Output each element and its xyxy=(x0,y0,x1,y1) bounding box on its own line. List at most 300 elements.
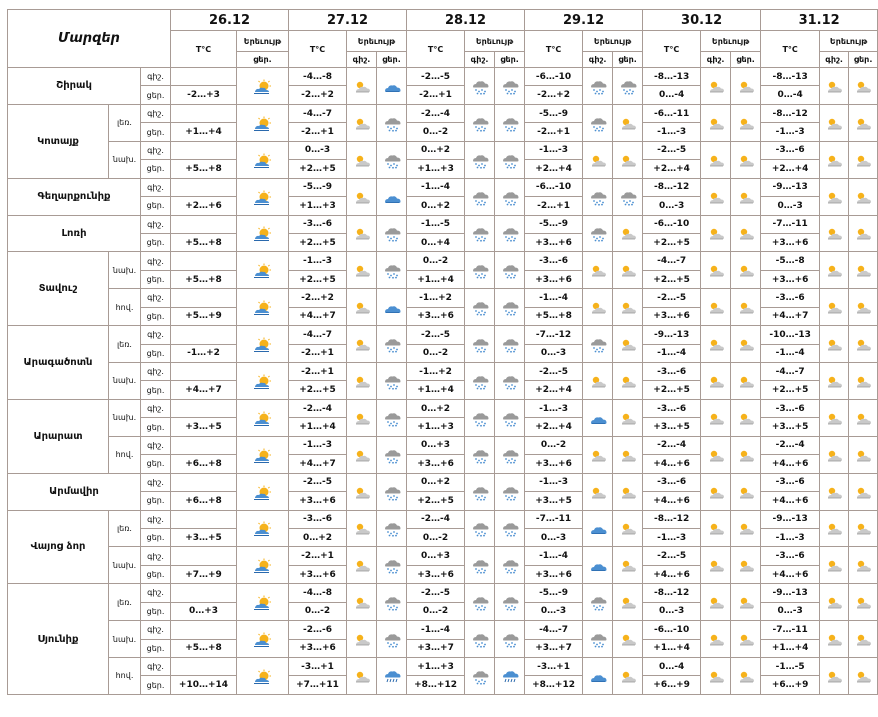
snow-weather-icon xyxy=(469,300,491,316)
snow-weather-icon xyxy=(499,300,521,316)
snow-weather-icon xyxy=(499,558,521,574)
temperature-cell: -4…-7 xyxy=(525,621,583,639)
snow-weather-cell xyxy=(583,104,613,141)
snow-weather-icon xyxy=(587,595,609,611)
partly-weather-icon xyxy=(735,411,757,427)
partly-weather-icon xyxy=(735,226,757,242)
temperature-cell: +3…+6 xyxy=(289,565,347,583)
sun-weather-cell xyxy=(237,547,289,584)
table-row xyxy=(8,510,878,528)
temperature-cell: +3…+6 xyxy=(761,233,820,251)
temperature-cell: +3…+6 xyxy=(407,307,465,325)
partly-weather-icon xyxy=(852,632,874,648)
temperature-cell: 0…-3 xyxy=(289,141,347,159)
temp-header: T°C xyxy=(525,31,583,68)
temperature-cell: 0…-4 xyxy=(643,86,701,104)
partly-weather-cell xyxy=(347,510,377,547)
partly-weather-cell xyxy=(731,104,761,141)
partly-weather-icon xyxy=(852,558,874,574)
partly-weather-cell xyxy=(731,68,761,105)
snow-weather-icon xyxy=(617,79,639,95)
partly-weather-icon xyxy=(617,521,639,537)
temperature-cell: +6…+8 xyxy=(171,455,237,473)
snow-weather-cell xyxy=(495,141,525,178)
temperature-cell: -5…-8 xyxy=(761,252,820,270)
table-row xyxy=(8,104,878,122)
partly-weather-cell xyxy=(701,289,731,326)
temperature-cell: +3…+6 xyxy=(643,307,701,325)
partly-weather-icon xyxy=(735,190,757,206)
weather-header: Երեւույթ xyxy=(347,31,407,52)
partly-weather-cell xyxy=(849,252,878,289)
time-of-day-label: ցեր. xyxy=(141,455,171,473)
snow-weather-cell xyxy=(377,363,407,400)
partly-weather-icon xyxy=(351,226,373,242)
sun-weather-icon xyxy=(252,190,274,206)
partly-weather-cell xyxy=(701,104,731,141)
snow-weather-cell xyxy=(495,215,525,252)
partly-weather-icon xyxy=(617,485,639,501)
temperature-cell: -1…-3 xyxy=(289,436,347,454)
partly-weather-cell xyxy=(701,68,731,105)
temperature-cell: +3…+6 xyxy=(525,270,583,288)
partly-weather-icon xyxy=(617,595,639,611)
partly-weather-icon xyxy=(823,190,845,206)
partly-weather-icon xyxy=(852,153,874,169)
time-of-day-label: ցեր. xyxy=(141,86,171,104)
temperature-cell: -9…-13 xyxy=(761,510,820,528)
partly-weather-icon xyxy=(823,116,845,132)
temperature-cell xyxy=(171,621,237,639)
sun-weather-icon xyxy=(252,448,274,464)
snow-weather-icon xyxy=(499,153,521,169)
sun-weather-icon xyxy=(252,521,274,537)
temperature-cell: +3…+6 xyxy=(525,565,583,583)
partly-weather-icon xyxy=(617,374,639,390)
partly-weather-icon xyxy=(617,411,639,427)
temperature-cell: +2…+6 xyxy=(171,197,237,215)
partly-weather-icon xyxy=(351,411,373,427)
temperature-cell: -1…-4 xyxy=(761,344,820,362)
temperature-cell: -6…-10 xyxy=(643,621,701,639)
partly-weather-icon xyxy=(705,116,727,132)
partly-weather-icon xyxy=(852,116,874,132)
sun-weather-icon xyxy=(252,153,274,169)
partly-weather-cell xyxy=(820,289,849,326)
sun-weather-icon xyxy=(252,558,274,574)
subregion-label: լեռ. xyxy=(109,326,141,363)
partly-weather-cell xyxy=(701,252,731,289)
partly-weather-icon xyxy=(587,263,609,279)
partly-weather-cell xyxy=(583,436,613,473)
sun-weather-icon xyxy=(252,669,274,685)
night-header: գիշ. xyxy=(583,52,613,68)
time-of-day-label: գիշ. xyxy=(141,104,171,122)
partly-weather-cell xyxy=(701,621,731,658)
sun-weather-cell xyxy=(237,658,289,695)
snow-weather-cell xyxy=(377,252,407,289)
temperature-cell: -2…+3 xyxy=(171,86,237,104)
sun-weather-icon xyxy=(252,116,274,132)
temperature-cell: -3…-6 xyxy=(761,289,820,307)
temperature-cell: 0…-2 xyxy=(407,123,465,141)
temperature-cell: -5…-9 xyxy=(525,215,583,233)
table-row xyxy=(8,215,878,233)
snow-weather-cell xyxy=(465,658,495,695)
temperature-cell: +1…+4 xyxy=(289,418,347,436)
partly-weather-cell xyxy=(820,326,849,363)
snow-weather-cell xyxy=(495,289,525,326)
temperature-cell: -2…-4 xyxy=(643,436,701,454)
snow-weather-icon xyxy=(587,337,609,353)
partly-weather-cell xyxy=(701,363,731,400)
subregion-label: հով. xyxy=(109,658,141,695)
partly-weather-cell xyxy=(820,68,849,105)
snow-weather-cell xyxy=(583,584,613,621)
partly-weather-icon xyxy=(823,374,845,390)
snow-weather-icon xyxy=(499,632,521,648)
partly-weather-icon xyxy=(351,263,373,279)
temperature-cell: -8…-12 xyxy=(643,584,701,602)
snow-weather-icon xyxy=(469,448,491,464)
date-header: 28.12 xyxy=(407,10,525,31)
temperature-cell: -2…-4 xyxy=(407,510,465,528)
temperature-cell: +3…+5 xyxy=(761,418,820,436)
temperature-cell: -1…-5 xyxy=(761,658,820,676)
date-header: 26.12 xyxy=(171,10,289,31)
temperature-cell: -2…+1 xyxy=(289,547,347,565)
snow-weather-cell xyxy=(495,621,525,658)
subregion-label: նախ. xyxy=(109,547,141,584)
region-name: Գեղարքունիք xyxy=(8,178,141,215)
snow-weather-icon xyxy=(499,79,521,95)
partly-weather-cell xyxy=(731,141,761,178)
temperature-cell: -6…-10 xyxy=(643,215,701,233)
partly-weather-cell xyxy=(347,436,377,473)
temperature-cell: -1…-4 xyxy=(407,621,465,639)
temperature-cell: +4…+6 xyxy=(761,565,820,583)
partly-weather-icon xyxy=(617,669,639,685)
subregion-label: լեռ. xyxy=(109,584,141,621)
partly-weather-cell xyxy=(731,252,761,289)
temperature-cell: +2…+5 xyxy=(643,270,701,288)
partly-weather-cell xyxy=(613,399,643,436)
temp-header: T°C xyxy=(171,31,237,68)
cloud-weather-icon xyxy=(587,669,609,685)
sun-weather-cell xyxy=(237,436,289,473)
snow-weather-cell xyxy=(495,584,525,621)
sun-weather-cell xyxy=(237,141,289,178)
sun-weather-cell xyxy=(237,178,289,215)
partly-weather-icon xyxy=(705,337,727,353)
partly-weather-icon xyxy=(823,558,845,574)
partly-weather-icon xyxy=(351,521,373,537)
temperature-cell: 0…+2 xyxy=(407,473,465,491)
partly-weather-cell xyxy=(613,289,643,326)
temperature-cell: -2…-5 xyxy=(643,547,701,565)
partly-weather-cell xyxy=(701,178,731,215)
partly-weather-icon xyxy=(705,558,727,574)
partly-weather-icon xyxy=(617,337,639,353)
temperature-cell xyxy=(171,68,237,86)
sun-weather-icon xyxy=(252,595,274,611)
temperature-cell: 0…+2 xyxy=(289,528,347,546)
snow-weather-cell xyxy=(613,178,643,215)
rain-weather-icon xyxy=(499,669,521,685)
cloud-weather-cell xyxy=(583,658,613,695)
temperature-cell: -2…-5 xyxy=(407,584,465,602)
temperature-cell: +2…+4 xyxy=(525,381,583,399)
temperature-cell: +1…+3 xyxy=(407,418,465,436)
snow-weather-icon xyxy=(587,190,609,206)
temperature-cell: +2…+5 xyxy=(289,270,347,288)
partly-weather-icon xyxy=(351,558,373,574)
night-header: գիշ. xyxy=(347,52,377,68)
partly-weather-cell xyxy=(849,215,878,252)
temperature-cell: +3…+5 xyxy=(525,492,583,510)
partly-weather-icon xyxy=(852,263,874,279)
snow-weather-cell xyxy=(465,584,495,621)
temperature-cell: -1…-4 xyxy=(407,178,465,196)
snow-weather-cell xyxy=(465,621,495,658)
table-row xyxy=(8,436,878,454)
partly-weather-icon xyxy=(735,263,757,279)
partly-weather-cell xyxy=(731,510,761,547)
temperature-cell: -2…+1 xyxy=(289,363,347,381)
partly-weather-cell xyxy=(820,547,849,584)
partly-weather-icon xyxy=(705,374,727,390)
time-of-day-label: ցեր. xyxy=(141,197,171,215)
temperature-cell: 0…+3 xyxy=(171,602,237,620)
temperature-cell: +3…+6 xyxy=(761,270,820,288)
temperature-cell: +1…+4 xyxy=(171,123,237,141)
snow-weather-cell xyxy=(465,252,495,289)
day-header: ցեր. xyxy=(849,52,878,68)
temperature-cell: -1…-3 xyxy=(525,141,583,159)
temperature-cell: -2…-5 xyxy=(643,141,701,159)
partly-weather-icon xyxy=(587,448,609,464)
partly-weather-cell xyxy=(347,104,377,141)
partly-weather-icon xyxy=(852,485,874,501)
temperature-cell: -1…+2 xyxy=(407,289,465,307)
partly-weather-icon xyxy=(823,521,845,537)
temperature-cell: +2…+5 xyxy=(761,381,820,399)
snow-weather-cell xyxy=(495,326,525,363)
table-row xyxy=(8,178,878,196)
temperature-cell: 0…+3 xyxy=(407,547,465,565)
snow-weather-cell xyxy=(465,104,495,141)
temperature-cell: -1…-3 xyxy=(289,252,347,270)
snow-weather-cell xyxy=(495,363,525,400)
snow-weather-cell xyxy=(583,621,613,658)
temperature-cell: -2…-4 xyxy=(407,104,465,122)
temperature-cell: +2…+4 xyxy=(643,160,701,178)
partly-weather-cell xyxy=(613,104,643,141)
snow-weather-cell xyxy=(465,473,495,510)
partly-weather-icon xyxy=(852,190,874,206)
subregion-label: նախ. xyxy=(109,621,141,658)
temperature-cell: -2…-5 xyxy=(407,326,465,344)
partly-weather-cell xyxy=(849,547,878,584)
temperature-cell: -5…-9 xyxy=(525,584,583,602)
partly-weather-cell xyxy=(701,584,731,621)
partly-weather-cell xyxy=(347,399,377,436)
temperature-cell xyxy=(171,658,237,676)
temperature-cell: -2…-4 xyxy=(761,436,820,454)
partly-weather-cell xyxy=(347,141,377,178)
snow-weather-icon xyxy=(381,448,403,464)
region-name: Տավուշ xyxy=(8,252,109,326)
partly-weather-cell xyxy=(849,658,878,695)
time-of-day-label: ցեր. xyxy=(141,307,171,325)
cloud-weather-cell xyxy=(377,178,407,215)
temperature-cell: +3…+7 xyxy=(407,639,465,657)
sun-weather-icon xyxy=(252,632,274,648)
temperature-cell: -3…-6 xyxy=(525,252,583,270)
temperature-cell: -4…-8 xyxy=(289,584,347,602)
temperature-cell: -9…-13 xyxy=(761,178,820,196)
snow-weather-cell xyxy=(583,68,613,105)
snow-weather-icon xyxy=(469,485,491,501)
partly-weather-cell xyxy=(613,326,643,363)
temperature-cell: -3…-6 xyxy=(761,141,820,159)
snow-weather-cell xyxy=(377,215,407,252)
partly-weather-cell xyxy=(701,510,731,547)
cloud-weather-icon xyxy=(587,558,609,574)
partly-weather-icon xyxy=(823,411,845,427)
snow-weather-icon xyxy=(381,595,403,611)
time-of-day-label: գիշ. xyxy=(141,436,171,454)
partly-weather-cell xyxy=(849,178,878,215)
snow-weather-icon xyxy=(381,632,403,648)
temperature-cell: +1…+4 xyxy=(643,639,701,657)
time-of-day-label: ցեր. xyxy=(141,381,171,399)
night-header: գիշ. xyxy=(701,52,731,68)
partly-weather-icon xyxy=(705,521,727,537)
temperature-cell: -2…+2 xyxy=(289,289,347,307)
temperature-cell: -2…+1 xyxy=(407,86,465,104)
snow-weather-cell xyxy=(583,215,613,252)
day-header: ցեր. xyxy=(495,52,525,68)
partly-weather-cell xyxy=(701,436,731,473)
partly-weather-icon xyxy=(617,116,639,132)
temperature-cell: +2…+5 xyxy=(407,492,465,510)
time-of-day-label: ցեր. xyxy=(141,233,171,251)
partly-weather-icon xyxy=(852,595,874,611)
partly-weather-cell xyxy=(849,68,878,105)
temperature-cell: +5…+8 xyxy=(171,639,237,657)
snow-weather-cell xyxy=(377,104,407,141)
temperature-cell: +7…+11 xyxy=(289,676,347,694)
partly-weather-cell xyxy=(347,473,377,510)
partly-weather-icon xyxy=(823,337,845,353)
subregion-label: լեռ. xyxy=(109,104,141,141)
time-of-day-label: ցեր. xyxy=(141,123,171,141)
partly-weather-cell xyxy=(701,141,731,178)
snow-weather-icon xyxy=(499,116,521,132)
partly-weather-icon xyxy=(823,632,845,648)
temperature-cell: -3…-6 xyxy=(289,215,347,233)
temperature-cell: -1…-3 xyxy=(525,399,583,417)
date-header: 30.12 xyxy=(643,10,761,31)
temperature-cell: -8…-12 xyxy=(643,510,701,528)
snow-weather-icon xyxy=(469,263,491,279)
snow-weather-cell xyxy=(465,363,495,400)
snow-weather-icon xyxy=(381,485,403,501)
snow-weather-icon xyxy=(381,374,403,390)
partly-weather-icon xyxy=(617,263,639,279)
partly-weather-icon xyxy=(823,448,845,464)
partly-weather-cell xyxy=(347,621,377,658)
temperature-cell xyxy=(171,399,237,417)
partly-weather-cell xyxy=(347,289,377,326)
temperature-cell: 0…+2 xyxy=(407,399,465,417)
temperature-cell: +4…+7 xyxy=(289,455,347,473)
temperature-cell: +2…+4 xyxy=(525,160,583,178)
temperature-cell: -2…-5 xyxy=(289,473,347,491)
partly-weather-icon xyxy=(351,79,373,95)
snow-weather-cell xyxy=(377,547,407,584)
temperature-cell: -2…-6 xyxy=(289,621,347,639)
temperature-cell: -1…-5 xyxy=(407,215,465,233)
time-of-day-label: ցեր. xyxy=(141,270,171,288)
temperature-cell: -1…-3 xyxy=(761,528,820,546)
snow-weather-cell xyxy=(465,289,495,326)
night-header: գիշ. xyxy=(465,52,495,68)
temperature-cell: -6…-11 xyxy=(643,104,701,122)
time-of-day-label: գիշ. xyxy=(141,68,171,86)
cloud-weather-cell xyxy=(583,510,613,547)
partly-weather-cell xyxy=(849,326,878,363)
time-of-day-label: գիշ. xyxy=(141,584,171,602)
cloud-weather-cell xyxy=(583,547,613,584)
temperature-cell: -3…-6 xyxy=(643,473,701,491)
partly-weather-icon xyxy=(351,337,373,353)
snow-weather-cell xyxy=(583,178,613,215)
snow-weather-cell xyxy=(495,547,525,584)
partly-weather-cell xyxy=(820,104,849,141)
partly-weather-icon xyxy=(617,558,639,574)
partly-weather-cell xyxy=(731,363,761,400)
partly-weather-cell xyxy=(849,141,878,178)
temperature-cell: +5…+8 xyxy=(171,160,237,178)
partly-weather-cell xyxy=(701,215,731,252)
partly-weather-icon xyxy=(351,300,373,316)
regions-header: Մարզեր xyxy=(8,10,171,68)
snow-weather-icon xyxy=(469,558,491,574)
cloud-weather-icon xyxy=(587,411,609,427)
snow-weather-icon xyxy=(469,374,491,390)
temperature-cell: 0…-3 xyxy=(643,197,701,215)
sun-weather-cell xyxy=(237,326,289,363)
temperature-cell: 0…-4 xyxy=(761,86,820,104)
temperature-cell: 0…-4 xyxy=(643,658,701,676)
temperature-cell: 0…-3 xyxy=(643,602,701,620)
partly-weather-cell xyxy=(613,510,643,547)
partly-weather-icon xyxy=(617,300,639,316)
temperature-cell: +2…+5 xyxy=(289,233,347,251)
weather-header: Երեւույթ xyxy=(701,31,761,52)
temperature-cell: -3…+1 xyxy=(525,658,583,676)
subregion-label: նախ. xyxy=(109,252,141,289)
partly-weather-icon xyxy=(617,632,639,648)
temperature-cell: +5…+8 xyxy=(525,307,583,325)
partly-weather-cell xyxy=(820,141,849,178)
partly-weather-icon xyxy=(705,411,727,427)
temperature-cell: +4…+6 xyxy=(761,492,820,510)
time-of-day-label: գիշ. xyxy=(141,252,171,270)
snow-weather-cell xyxy=(465,178,495,215)
